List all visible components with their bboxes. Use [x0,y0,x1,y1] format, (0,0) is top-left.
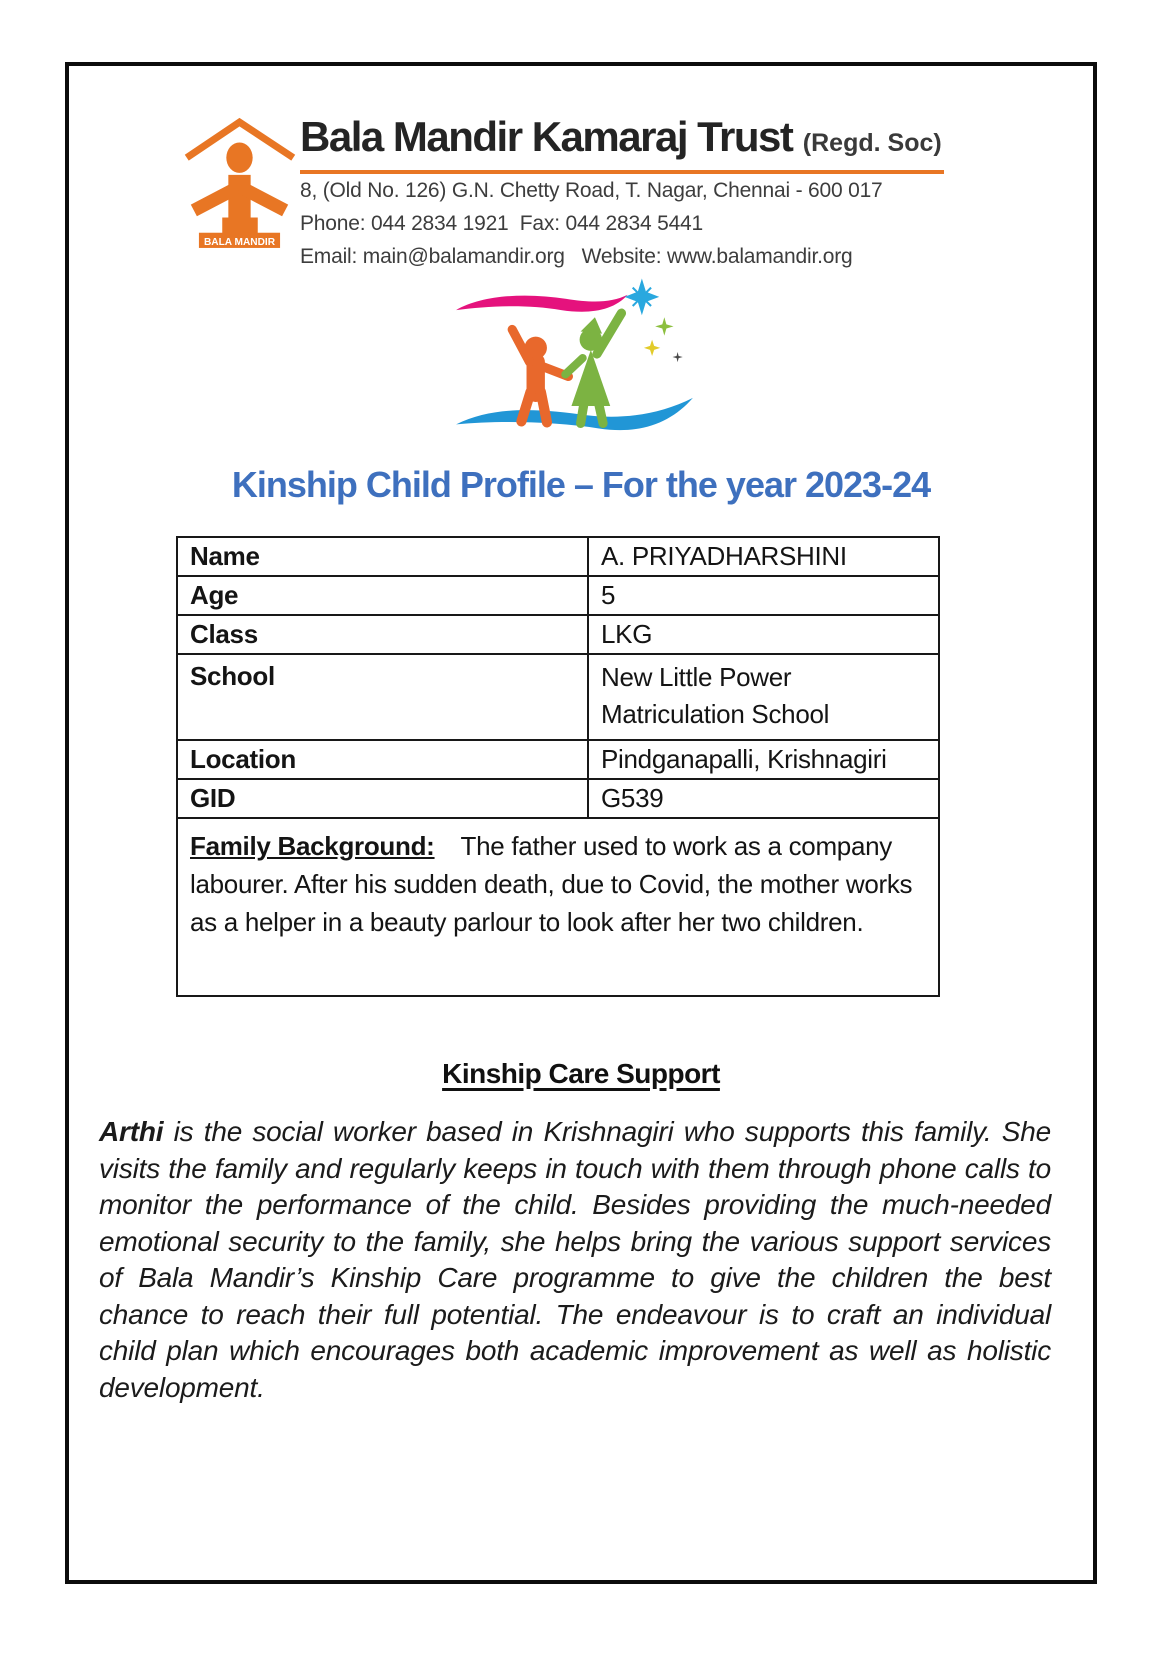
sparkle-stars [625,278,683,362]
row-value: New Little Power Matriculation School [588,654,939,740]
row-label: School [177,654,588,740]
org-name: Bala Mandir Kamaraj Trust [300,113,793,160]
logo-caption: BALA MANDIR [203,236,276,248]
org-email-website: Email: main@balamandir.org Website: www.balamandir.org [300,245,853,268]
document-title: Kinship Child Profile – For the year 2023-24 [231,464,931,505]
org-registration-suffix: (Regd. Soc) [802,129,942,157]
row-value: G539 [588,779,939,818]
children-stars-logo-icon [452,266,697,444]
table-row-gid [177,779,939,818]
row-value: A. PRIYADHARSHINI [588,537,939,576]
table-row-location [177,740,939,779]
table-row-class [177,615,939,654]
support-section-heading-wrap [69,1058,1093,1090]
support-paragraph-text: is the social worker based in Krishnagiri who supports this family. She visits the family and regularly keeps in touch with them through phone calls to monitor the performance of the child. Besides providing the much-needed emotional security to the family, she helps bring the various support services of Bala Mandir’s Kinship Care programme to give the children the best chance to reach their full potential. The endeavour is to craft an individual child plan which encourages both academic improvement as well as holistic development. [99,1116,1051,1403]
row-label: GID [177,779,588,818]
row-value: LKG [588,615,939,654]
row-label: Class [177,615,588,654]
org-phone-fax: Phone: 044 2834 1921 Fax: 044 2834 5441 [300,212,704,235]
org-address: 8, (Old No. 126) G.N. Chetty Road, T. Nagar, Chennai - 600 017 [300,179,883,202]
document-page [65,62,1097,1584]
row-label: Age [177,576,588,615]
org-title-line [300,106,960,168]
family-background-cell [177,818,939,996]
row-value: Pindganapalli, Krishnagiri [588,740,939,779]
support-section-paragraph [99,1114,1051,1406]
row-value: 5 [588,576,939,615]
letterhead-text [300,106,960,273]
table-row-age [177,576,939,615]
social-worker-name: Arthi [99,1116,164,1147]
child-profile-table [176,536,940,997]
bala-mandir-house-person-logo-icon [181,110,299,252]
family-background-text: The father used to work as a company labourer. After his sudden death, due to Covid, the mother works as a helper in a beauty parlour to look after her two children. [190,831,913,937]
table-row-family-background [177,818,939,996]
family-background-label: Family Background: [190,831,435,861]
support-section-heading: Kinship Care Support [442,1058,720,1089]
table-row-name [177,537,939,576]
row-label: Name [177,537,588,576]
table-row-school [177,654,939,740]
row-label: Location [177,740,588,779]
